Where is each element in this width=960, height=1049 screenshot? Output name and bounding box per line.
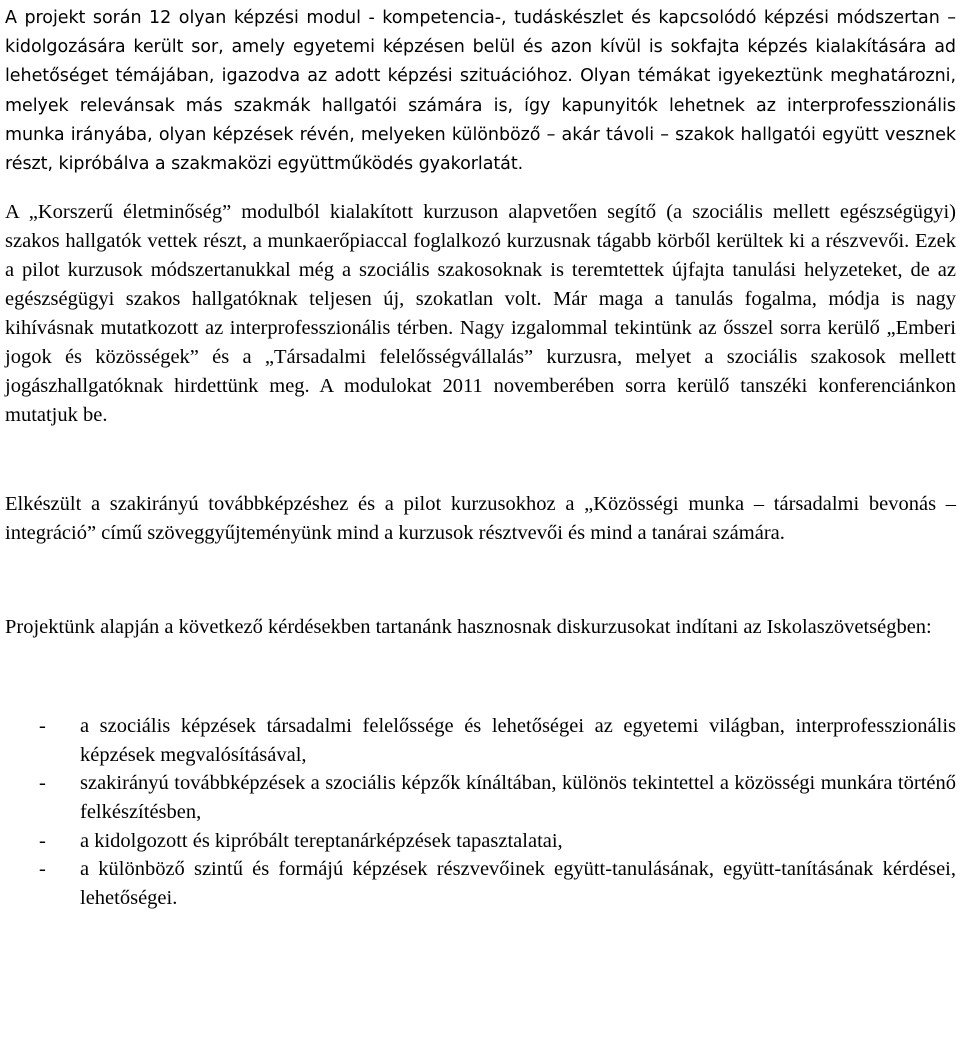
list-item [5, 855, 956, 912]
list-item [5, 827, 956, 856]
list-marker: - [39, 772, 46, 795]
list-item [5, 712, 956, 769]
list-item [5, 769, 956, 826]
list-item-text: a szociális képzések társadalmi felelőssége és lehetőségei az egyetemi világban, interprofesszionális képzések megvalósításával, [80, 715, 956, 766]
list-item-text: a kidolgozott és kipróbált tereptanárképzések tapasztalatai, [80, 829, 563, 852]
list-marker: - [39, 858, 46, 881]
list-item-text: a különböző szintű és formájú képzések részvevőinek együtt-tanulásának, együtt-tanításának kérdései, lehetőségei. [80, 858, 956, 909]
list-marker: - [39, 715, 46, 738]
list-item-text: szakirányú továbbképzések a szociális képzők kínáltában, különös tekintettel a közösségi munkára történő felkészítésben, [80, 772, 956, 823]
paragraph-reader-collection: Elkészült a szakirányú továbbképzéshez és a pilot kurzusokhoz a „Közösségi munka – társadalmi bevonás – integráció” című szöveggyűjteményünk mind a kurzusok résztvevői és mind a tanárai számára. [5, 493, 956, 545]
paragraph-project-modules: A projekt során 12 olyan képzési modul - kompetencia-, tudáskészlet és kapcsolódó képzési módszertan – kidolgozására került sor, amely egyetemi képzésen belül és azon kívül is sokfajta képzés kialakítására ad lehetőséget témájában, igazodva az adott képzési szituációhoz. Olyan témákat igyekeztünk meghatározni, melyek relevánsak más szakmák hallgatói számára is, így kapunyitók lehetnek az interprofesszionális munka irányába, olyan képzések révén, melyeken különböző – akár távoli – szakok hallgatói együtt vesznek részt, kipróbálva a szakmaközi együttműködés gyakorlatát. [5, 8, 956, 175]
paragraph-pilot-courses: A „Korszerű életminőség” modulból kialakított kurzuson alapvetően segítő (a szociális mellett egészségügyi) szakos hallgatók vettek részt, a munkaerőpiaccal foglalkozó kurzusnak tágabb körből kerültek ki a részvevői. Ezek a pilot kurzusok módszertanukkal még a szociális szakosoknak is teremtettek újfajta tanulási helyzeteket, de az egészségügyi szakos hallgatóknak teljesen új, szokatlan volt. Már maga a tanulás fogalma, módja is nagy kihívásnak mutatkozott az interprofesszionális térben. Nagy izgalommal tekintünk az ősszel sorra kerülő „Emberi jogok és közösségek” és a „Társadalmi felelősségvállalás” kurzusra, melyet a szociális szakosok mellett jogászhallgatóknak hirdettünk meg. A modulokat 2011 novemberében sorra kerülő tanszéki konferenciánkon mutatjuk be. [5, 201, 956, 427]
discourse-topic-list [5, 712, 956, 912]
list-marker: - [39, 829, 46, 852]
paragraph-discourse-proposal: Projektünk alapján a következő kérdésekben tartanánk hasznosnak diskurzusokat indítani az Iskolaszövetségben: [5, 616, 932, 639]
